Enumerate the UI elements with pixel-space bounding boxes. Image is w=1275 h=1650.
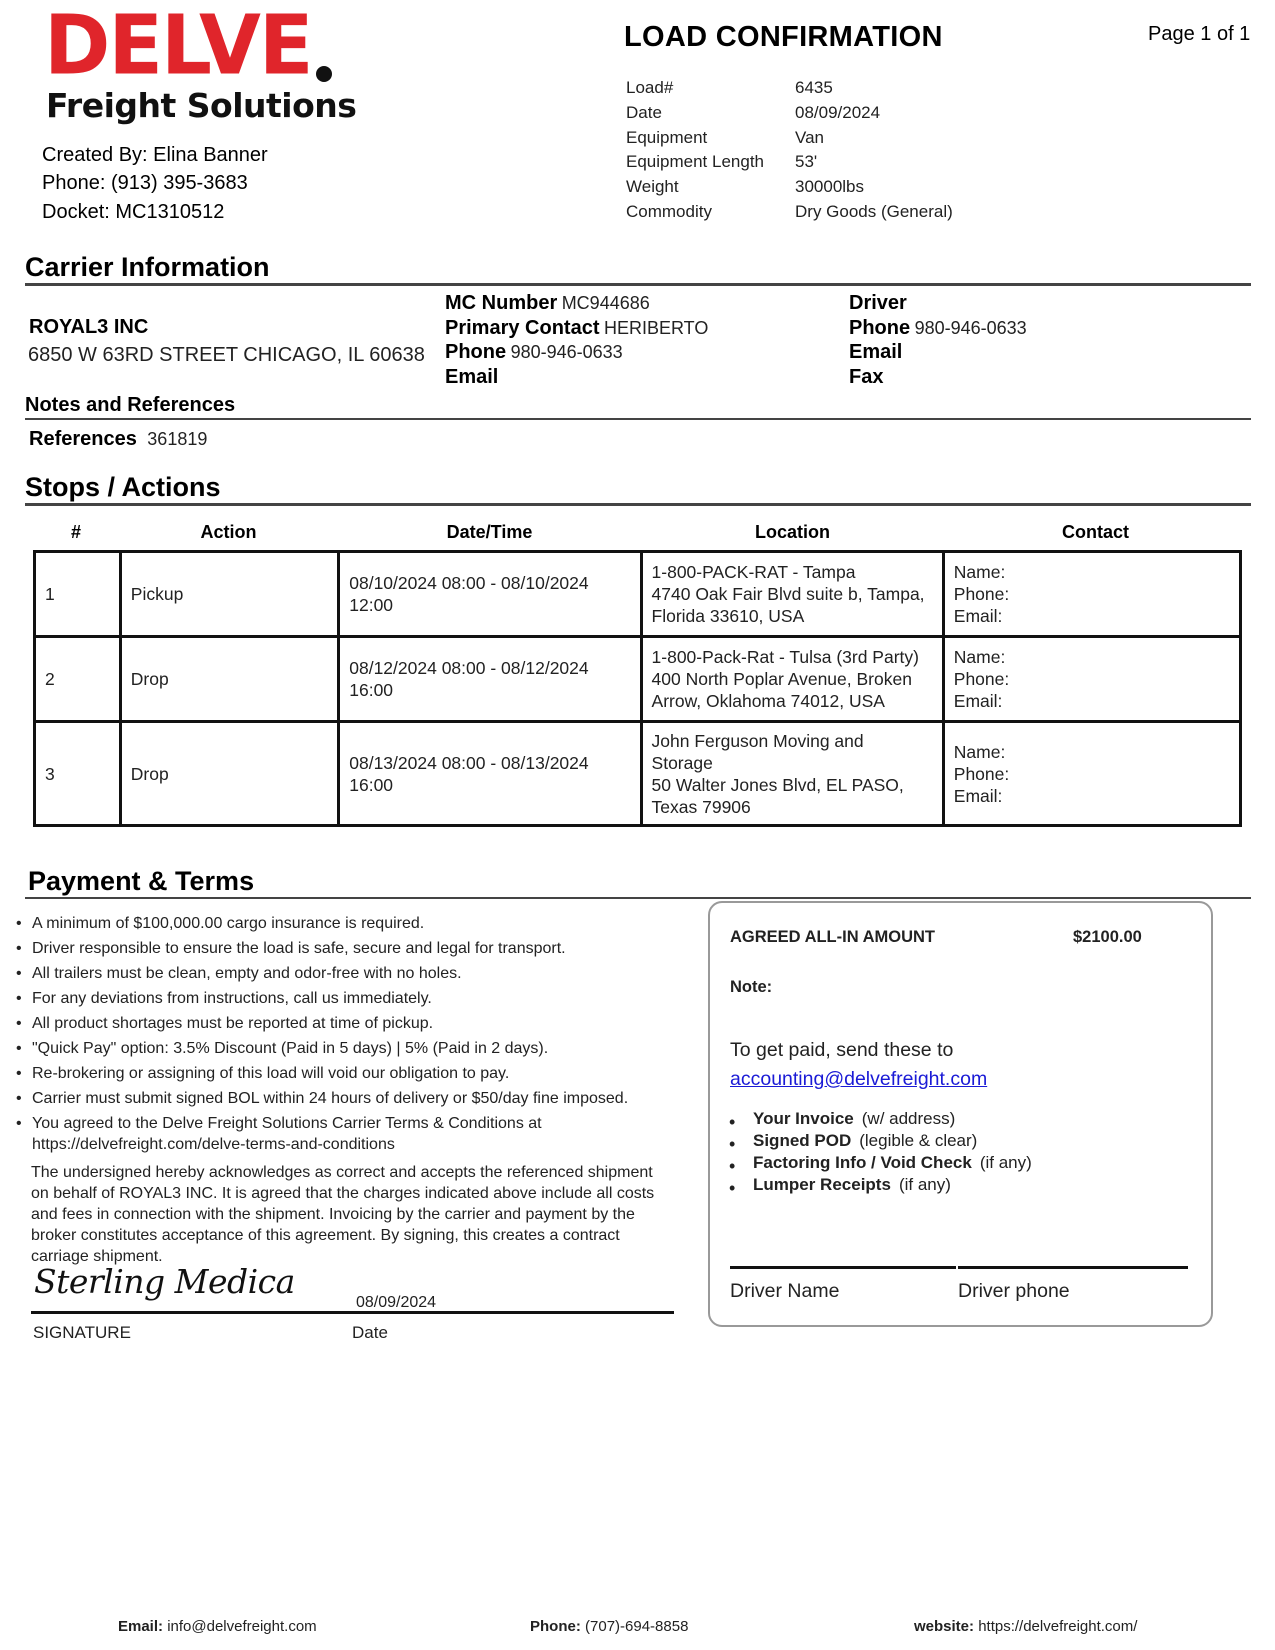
signature-line [31,1311,674,1314]
logo-subtitle: Freight Solutions [46,86,357,125]
page-title: LOAD CONFIRMATION [624,21,943,53]
stops-section-title: Stops / Actions [25,472,221,502]
list-item: • "Quick Pay" option: 3.5% Discount (Paid in 5 days) | 5% (Paid in 2 days). [14,1038,674,1059]
payment-docs-list [729,1108,1032,1196]
stop-contact: Name: Phone: Email: [943,637,1240,722]
payment-section-title: Payment & Terms [28,866,255,896]
stop-contact: Name: Phone: Email: [943,552,1240,637]
footer-phone: Phone: (707)-694-8858 [530,1618,689,1635]
agreed-amount-label: AGREED ALL-IN AMOUNT [730,928,936,946]
driver-phone-value: 980-946-0633 [914,318,1027,338]
detail-value-equipment: Van [795,128,824,147]
driver-phone-label: Phone [849,317,911,339]
detail-value-weight: 30000lbs [795,177,865,196]
primary-contact-label: Primary Contact [445,317,600,339]
logo-brand: DELVE [44,0,312,93]
signature-image: Sterling Medica [34,1262,295,1301]
list-item: • Signed POD (legible & clear) [729,1130,1032,1152]
signature-label: SIGNATURE [33,1323,131,1342]
mc-number-value: MC944686 [561,293,650,313]
detail-label-load: Load# [626,78,674,97]
list-item: • All trailers must be clean, empty and odor-free with no holes. [14,963,674,984]
list-item: • Carrier must submit signed BOL within 24 hours of delivery or $50/day fine imposed. [14,1088,674,1109]
references-value: 361819 [147,429,208,449]
references [29,428,207,451]
driver-label: Driver [849,292,907,314]
stop-action: Drop [120,637,338,722]
table-row [35,722,1241,826]
creator-phone: Phone: (913) 395-3683 [42,172,248,194]
list-item: • Driver responsible to ensure the load is safe, secure and legal for transport. [14,938,674,959]
stop-num: 3 [35,722,121,826]
driver-phone-line [958,1266,1188,1269]
list-item: • You agreed to the Delve Freight Solutions Carrier Terms & Conditions at https://delvefreight.com/delve-terms-and-conditions [14,1113,674,1155]
driver-phone [849,317,1027,340]
list-item: • Lumper Receipts (if any) [729,1174,1032,1196]
carrier-divider [25,283,1251,286]
references-label: References [29,428,137,450]
stop-location: 1-800-Pack-Rat - Tulsa (3rd Party) 400 North Poplar Avenue, Broken Arrow, Oklahoma 74012, USA [641,637,943,722]
footer-website: website: https://delvefreight.com/ [914,1618,1138,1635]
stop-num: 1 [35,552,121,637]
col-header-location: Location [755,522,830,542]
payment-divider [25,897,1251,899]
terms-list [14,913,674,1155]
agreed-amount-value: $2100.00 [1073,928,1142,946]
detail-value-length: 53' [795,152,818,171]
list-item: • Your Invoice (w/ address) [729,1108,1032,1130]
stop-location: 1-800-PACK-RAT - Tampa 4740 Oak Fair Blvd suite b, Tampa, Florida 33610, USA [641,552,943,637]
table-row [35,637,1241,722]
stop-num: 2 [35,637,121,722]
page-number: Page 1 of 1 [1148,23,1251,45]
carrier-name: ROYAL3 INC [29,316,149,338]
detail-value-commodity: Dry Goods (General) [795,202,953,221]
stops-divider [25,503,1251,506]
notes-section-title: Notes and References [25,394,236,416]
signature-date-value: 08/09/2024 [356,1294,437,1311]
detail-label-length: Equipment Length [626,152,764,171]
col-header-action: Action [200,522,257,542]
notes-divider [25,418,1251,420]
col-header-contact: Contact [1062,522,1129,542]
date-label: Date [352,1323,388,1342]
carrier-email-label: Email [445,366,499,388]
list-item: • A minimum of $100,000.00 cargo insurance is required. [14,913,674,934]
stop-datetime: 08/10/2024 08:00 - 08/10/2024 12:00 [339,552,641,637]
detail-label-commodity: Commodity [626,202,712,221]
list-item: • Re-brokering or assigning of this load will void our obligation to pay. [14,1063,674,1084]
footer-email: Email: info@delvefreight.com [118,1618,317,1635]
detail-value-load: 6435 [795,78,833,97]
created-by: Created By: Elina Banner [42,144,268,166]
footer-email-value[interactable]: info@delvefreight.com [167,1618,317,1635]
stop-contact: Name: Phone: Email: [943,722,1240,826]
terms-url[interactable]: https://delvefreight.com/delve-terms-and-conditions [32,1136,395,1153]
mc-number [445,292,650,315]
primary-contact-value: HERIBERTO [603,318,709,338]
footer-phone-value: (707)-694-8858 [585,1618,689,1635]
carrier-address: 6850 W 63RD STREET CHICAGO, IL 60638 [28,344,425,366]
stop-action: Pickup [120,552,338,637]
stop-datetime: 08/12/2024 08:00 - 08/12/2024 16:00 [339,637,641,722]
table-row [35,552,1241,637]
acknowledgement-text: The undersigned hereby acknowledges as correct and accepts the referenced shipment on behalf of ROYAL3 INC. It is agreed that the charges indicated above include all costs and fees in connection with the shipment. Invoicing by the carrier and payment by the broker constitutes acceptance of this agreement. By signing, this creates a contract carriage shipment. [31,1164,655,1265]
logo-dot [316,66,332,82]
driver-fax-label: Fax [849,366,884,388]
detail-value-date: 08/09/2024 [795,103,881,122]
detail-label-date: Date [626,103,662,122]
footer-website-value[interactable]: https://delvefreight.com/ [978,1618,1138,1635]
stop-location: John Ferguson Moving and Storage 50 Walter Jones Blvd, EL PASO, Texas 79906 [641,722,943,826]
carrier-phone-value: 980-946-0633 [510,342,623,362]
col-header-num: # [70,522,81,542]
carrier-phone [445,341,623,364]
stops-table [33,550,1242,827]
primary-contact [445,317,708,340]
list-item: • Factoring Info / Void Check (if any) [729,1152,1032,1174]
driver-phone-field-label: Driver phone [958,1280,1070,1302]
detail-label-equipment: Equipment [626,128,708,147]
list-item: • All product shortages must be reported at time of pickup. [14,1013,674,1034]
driver-name-label: Driver Name [730,1280,840,1302]
note-label: Note: [730,978,773,996]
mc-number-label: MC Number [445,292,558,314]
driver-name-line [730,1266,956,1269]
carrier-phone-label: Phone [445,341,507,363]
list-item: • For any deviations from instructions, call us immediately. [14,988,674,1009]
carrier-section-title: Carrier Information [25,252,270,282]
detail-label-weight: Weight [626,177,679,196]
col-header-datetime: Date/Time [446,522,533,542]
driver-email-label: Email [849,341,903,363]
paid-instructions: To get paid, send these to [730,1039,954,1061]
stop-action: Drop [120,722,338,826]
accounting-email-link[interactable]: accounting@delvefreight.com [730,1068,988,1090]
creator-docket: Docket: MC1310512 [42,201,225,223]
stop-datetime: 08/13/2024 08:00 - 08/13/2024 16:00 [339,722,641,826]
